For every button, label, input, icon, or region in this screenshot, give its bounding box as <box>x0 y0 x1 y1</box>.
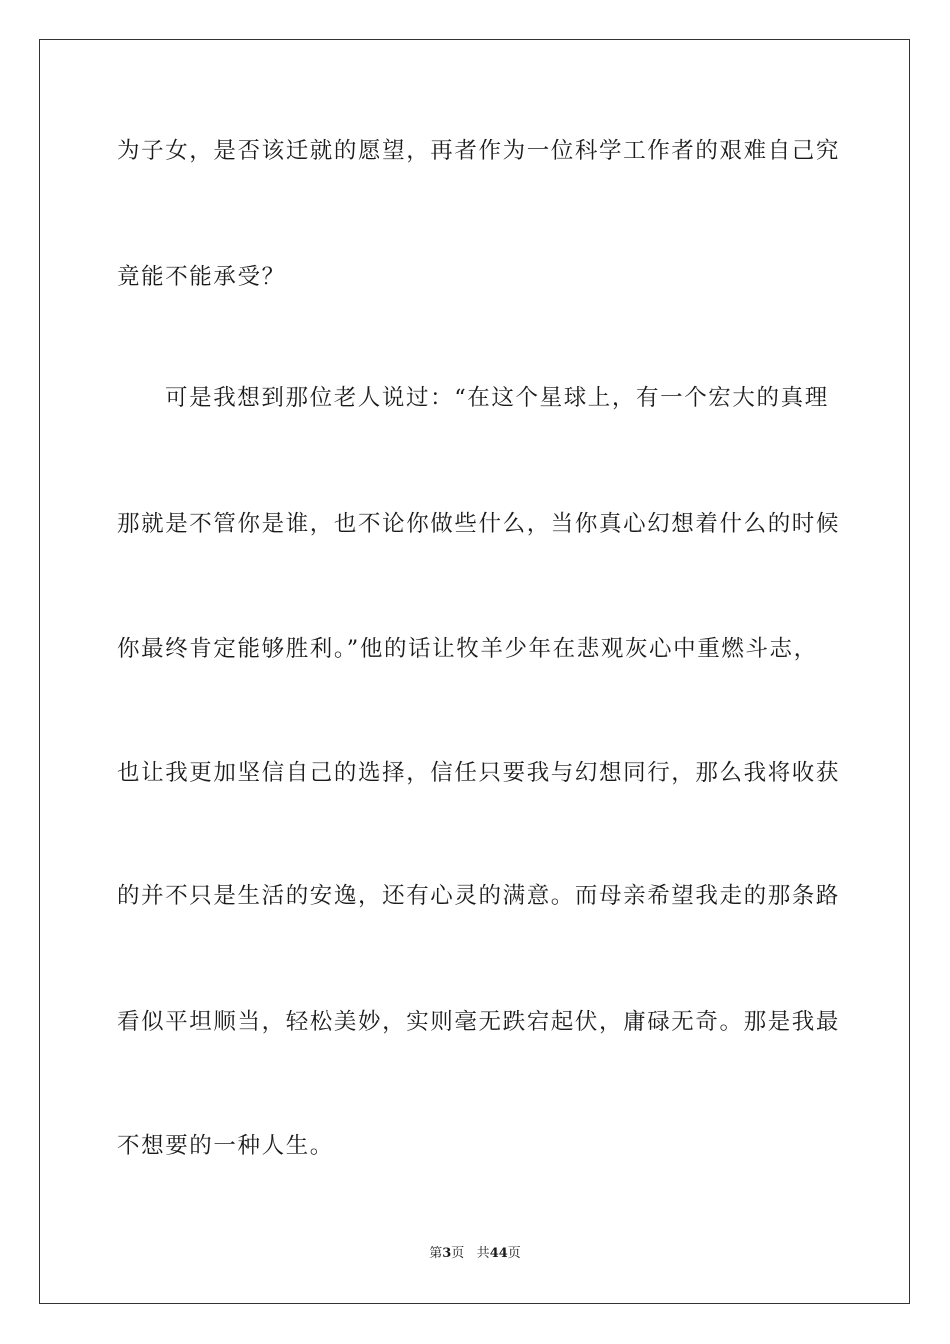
text-line: 的并不只是生活的安逸，还有心灵的满意。而母亲希望我走的那条路 <box>117 883 841 909</box>
text-line: 竟能不能承受？ <box>117 264 286 290</box>
text-line: 看似平坦顺当，轻松美妙，实则毫无跌宕起伏，庸碌无奇。那是我最 <box>117 1009 841 1035</box>
text-line: 那就是不管你是谁，也不论你做些什么，当你真心幻想着什么的时候 <box>117 511 841 537</box>
page-indicator: 第3页 <box>429 1246 465 1261</box>
text-line: 也让我更加坚信自己的选择，信任只要我与幻想同行，那么我将收获 <box>117 760 841 786</box>
total-pages-indicator: 共44页 <box>476 1246 521 1261</box>
page-footer <box>0 1245 950 1263</box>
paragraph-start-line: 可是我想到那位老人说过：“在这个星球上，有一个宏大的真理 <box>165 385 829 411</box>
text-line: 不想要的一种人生。 <box>117 1133 334 1159</box>
total-pages: 44 <box>489 1246 508 1261</box>
page-border <box>39 39 910 1304</box>
page-number: 3 <box>442 1246 452 1261</box>
text-line: 你最终肯定能够胜利。”他的话让牧羊少年在悲观灰心中重燃斗志， <box>117 636 818 662</box>
text-line: 为子女，是否该迁就的愿望，再者作为一位科学工作者的艰难自己究 <box>117 138 841 164</box>
